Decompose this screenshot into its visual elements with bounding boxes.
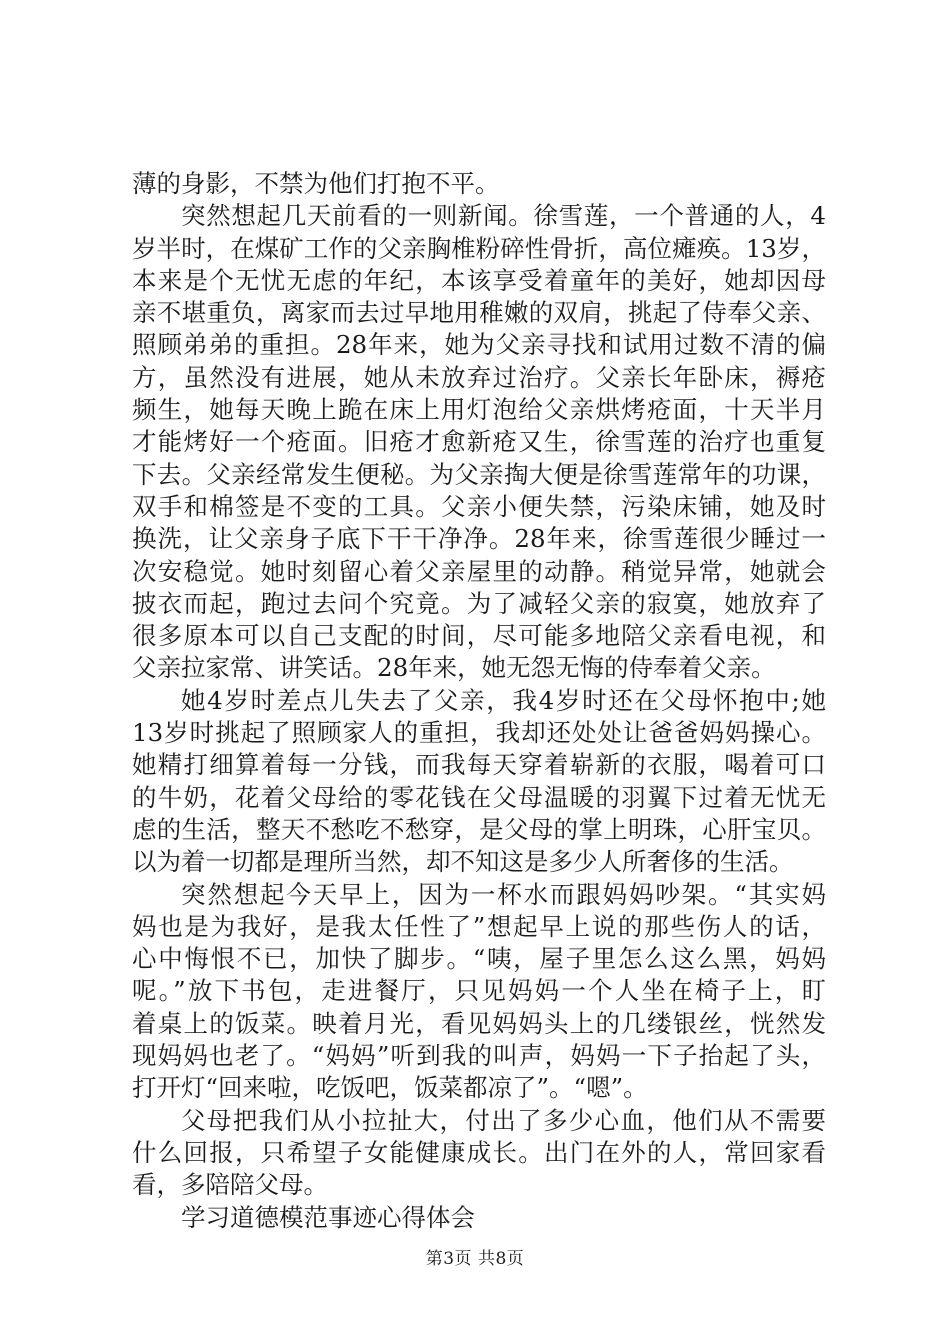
text-line: 着桌上的饭菜。映着月光，看见妈妈头上的几缕银丝，恍然发 xyxy=(132,1008,826,1038)
text-line: 突然想起几天前看的一则新闻。徐雪莲，一个普通的人，4 xyxy=(181,201,826,231)
text-line: 打开灯“回来啦，吃饭吧，饭菜都凉了”。“嗯”。 xyxy=(132,1073,648,1103)
text-line: 频生，她每天晚上跪在床上用灯泡给父亲烘烤疮面，十天半月 xyxy=(132,395,826,425)
text-line: 下去。父亲经常发生便秘。为父亲掏大便是徐雪莲常年的功课， xyxy=(132,459,826,489)
text-line: 心中悔恨不已，加快了脚步。“咦，屋子里怎么这么黑，妈妈 xyxy=(132,944,826,974)
text-line: 什么回报，只希望子女能健康成长。出门在外的人，常回家看 xyxy=(132,1137,826,1167)
document-body xyxy=(132,168,826,1234)
text-line: 亲不堪重负，离家而去过早地用稚嫩的双肩，挑起了侍奉父亲、 xyxy=(132,298,826,328)
page-number-label: 第3页 共8页 xyxy=(425,1249,525,1269)
text-line: 以为着一切都是理所当然，却不知这是多少人所奢侈的生活。 xyxy=(132,847,794,877)
text-line: 妈也是为我好，是我太任性了”想起早上说的那些伤人的话， xyxy=(132,911,826,941)
text-line: 看，多陪陪父母。 xyxy=(132,1170,328,1200)
text-line: 才能烤好一个疮面。旧疮才愈新疮又生，徐雪莲的治疗也重复 xyxy=(132,427,826,457)
text-line: 她精打细算着每一分钱，而我每天穿着崭新的衣服，喝着可口 xyxy=(132,750,826,780)
text-line: 双手和棉签是不变的工具。父亲小便失禁，污染床铺，她及时 xyxy=(132,491,826,521)
text-line: 披衣而起，跑过去问个究竟。为了减轻父亲的寂寞，她放弃了 xyxy=(132,588,826,618)
text-line: 岁半时，在煤矿工作的父亲胸椎粉碎性骨折，高位瘫痪。13岁， xyxy=(132,233,826,263)
text-line: 13岁时挑起了照顾家人的重担，我却还处处让爸爸妈妈操心。 xyxy=(132,718,826,748)
page-footer xyxy=(0,1244,950,1269)
text-line: 父母把我们从小拉扯大，付出了多少心血，他们从不需要 xyxy=(181,1105,826,1135)
text-line: 换洗，让父亲身子底下干干净净。28年来，徐雪莲很少睡过一 xyxy=(132,524,826,554)
text-line: 次安稳觉。她时刻留心着父亲屋里的动静。稍觉异常，她就会 xyxy=(132,556,826,586)
text-line: 呢。”放下书包，走进餐厅，只见妈妈一个人坐在椅子上，盯 xyxy=(132,976,826,1006)
text-line: 现妈妈也老了。“妈妈”听到我的叫声，妈妈一下子抬起了头， xyxy=(132,1041,826,1071)
text-line: 虑的生活，整天不愁吃不愁穿，是父母的掌上明珠，心肝宝贝。 xyxy=(132,814,826,844)
text-line: 她4岁时差点儿失去了父亲，我4岁时还在父母怀抱中;她 xyxy=(181,685,826,715)
text-line: 本来是个无忧无虑的年纪，本该享受着童年的美好，她却因母 xyxy=(132,265,826,295)
text-line: 学习道德模范事迹心得体会 xyxy=(181,1202,475,1232)
text-line: 很多原本可以自己支配的时间，尽可能多地陪父亲看电视，和 xyxy=(132,621,826,651)
text-line: 照顾弟弟的重担。28年来，她为父亲寻找和试用过数不清的偏 xyxy=(132,330,826,360)
text-line: 突然想起今天早上，因为一杯水而跟妈妈吵架。“其实妈 xyxy=(181,879,826,909)
text-line: 的牛奶，花着父母给的零花钱在父母温暖的羽翼下过着无忧无 xyxy=(132,782,826,812)
text-line: 父亲拉家常、讲笑话。28年来，她无怨无悔的侍奉着父亲。 xyxy=(132,653,776,683)
text-line: 方，虽然没有进展，她从未放弃过治疗。父亲长年卧床，褥疮 xyxy=(132,362,826,392)
text-line: 薄的身影，不禁为他们打抱不平。 xyxy=(132,169,500,198)
